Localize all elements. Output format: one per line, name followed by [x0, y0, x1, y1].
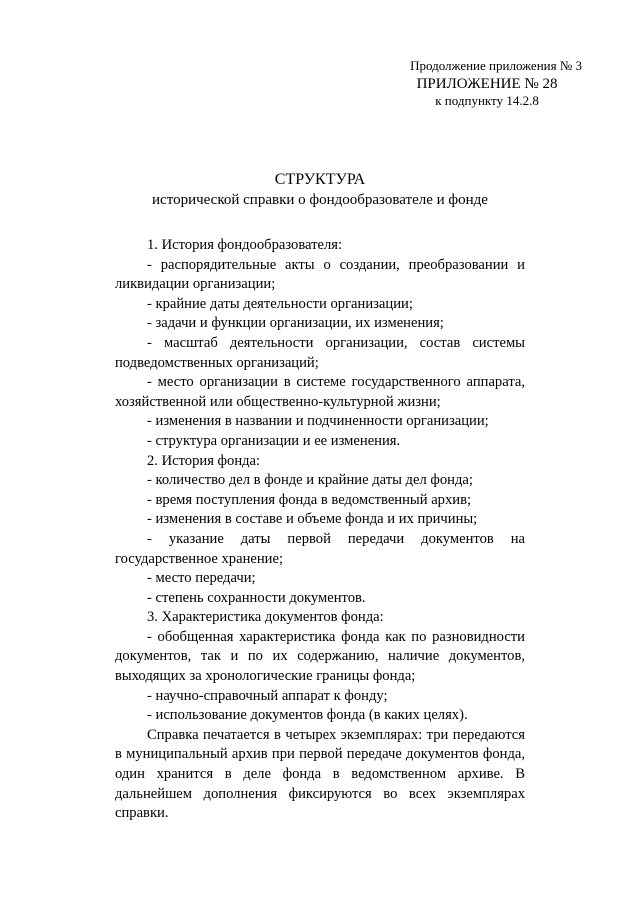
list-item: - изменения в составе и объеме фонда и их причины; [147, 511, 478, 528]
list-item: - место организации в системе государственного аппарата, хозяйственной или общественно-культурной жизни; [115, 374, 525, 410]
list-item: - место передачи; [147, 570, 256, 587]
section-heading: 2. История фонда: [147, 452, 261, 469]
list-item: - научно-справочный аппарат к фонду; [147, 687, 388, 704]
list-item: - распорядительные акты о создании, преобразовании и ликвидации организации; [115, 256, 525, 293]
appendix-number: ПРИЛОЖЕНИЕ № 28 [416, 76, 558, 92]
list-item: - крайние даты деятельности организации; [147, 295, 413, 312]
list-item: - обобщенная характеристика фонда как по разновидности документов, так и по их содержанию, наличие документов, выходящих за хронологические границы фонда; [115, 628, 525, 685]
list-item: - количество дел в фонде и крайние даты дел фонда; [147, 472, 473, 489]
document-title: СТРУКТУРА [274, 171, 366, 188]
list-item: - задачи и функции организации, их изменения; [147, 315, 444, 332]
document-subtitle: исторической справки о фондообразователе и фонде [152, 192, 488, 208]
subclause-reference: к подпункту 14.2.8 [435, 93, 539, 108]
list-item: - изменения в названии и подчиненности организации; [147, 413, 489, 430]
list-item: - время поступления фонда в ведомственный архив; [147, 491, 472, 508]
continuation-note: Продолжение приложения № 3 [410, 58, 582, 73]
list-item: - масштаб деятельности организации, состав системы подведомственных организаций; [115, 334, 525, 371]
document-header [408, 57, 580, 109]
list-item: - степень сохранности документов. [147, 589, 366, 606]
list-item: - структура организации и ее изменения. [147, 432, 401, 449]
list-item: - использование документов фонда (в каких целях). [147, 707, 468, 724]
document-body [115, 236, 525, 824]
closing-paragraph: Справка печатается в четырех экземплярах: три передаются в муниципальный архив при первой передаче документов фонда, один хранится в деле фонда в ведомственном архиве. В дальнейшем дополнения фиксируются во всех экземплярах справки. [115, 726, 525, 822]
list-item: - указание даты первой передачи документов на государственное хранение; [115, 530, 525, 567]
section-heading: 3. Характеристика документов фонда: [147, 609, 384, 626]
section-heading: 1. История фондообразователя: [147, 237, 343, 253]
